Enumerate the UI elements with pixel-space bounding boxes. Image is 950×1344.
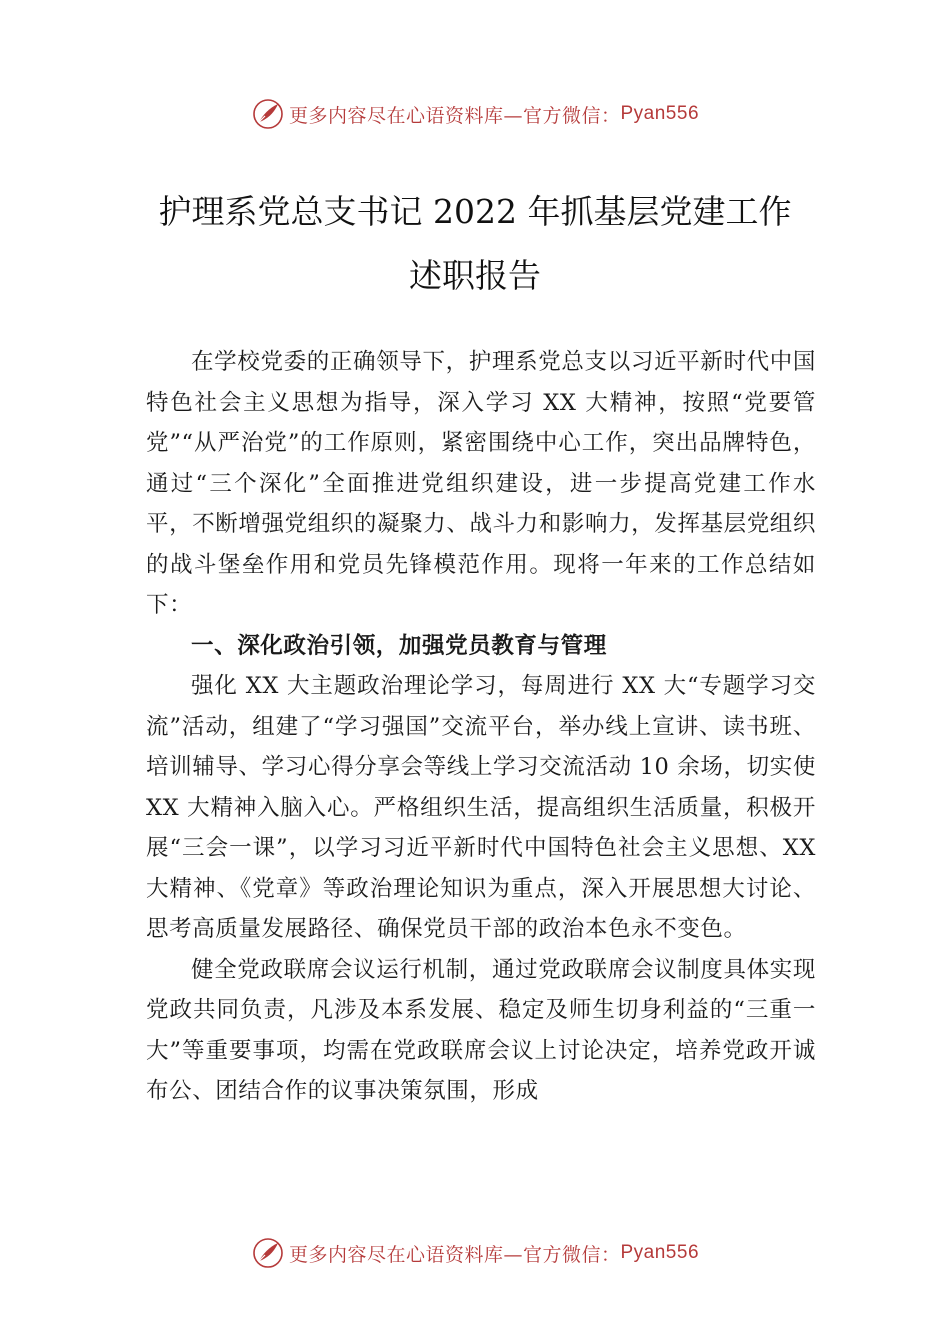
body-paragraph-3: 健全党政联席会议运行机制，通过党政联席会议制度具体实现党政共同负责，凡涉及本系发展、稳定及师生切身利益的“三重一大”等重要事项，均需在党政联席会议上讨论决定，培养党政开诚布公、团结合作的议事决策氛围，形成 bbox=[146, 956, 816, 1104]
section-heading-1: 一、深化政治引领，加强党员教育与管理 bbox=[191, 632, 607, 659]
watermark-wechat-id: Pyan556 bbox=[620, 103, 700, 124]
document-title bbox=[100, 180, 850, 308]
title-line-1: 护理系党总支书记 2022 年抓基层党建工作 bbox=[158, 192, 792, 231]
document-body bbox=[146, 342, 816, 1112]
intro-paragraph: 在学校党委的正确领导下，护理系党总支以习近平新时代中国特色社会主义思想为指导，深入学习 XX 大精神，按照“党要管党”“从严治党”的工作原则，紧密围绕中心工作，突出品牌特色，通过“三个深化”全面推进党组织建设，进一步提高党建工作水平，不断增强党组织的凝聚力、战斗力和影响力，发挥基层党组织的战斗堡垒作用和党员先锋模范作用。现将一年来的工作总结如下： bbox=[146, 349, 816, 618]
footer-watermark bbox=[0, 1233, 950, 1273]
watermark-brand-text: 更多内容尽在心语资料库—官方微信： bbox=[288, 1243, 621, 1266]
quill-logo-icon bbox=[251, 1236, 285, 1270]
watermark-brand-text: 更多内容尽在心语资料库—官方微信： bbox=[288, 104, 621, 127]
quill-logo-icon bbox=[251, 97, 285, 131]
watermark-wechat-id: Pyan556 bbox=[620, 1242, 700, 1263]
body-paragraph-2: 强化 XX 大主题政治理论学习，每周进行 XX 大“专题学习交流”活动，组建了“学习强国”交流平台，举办线上宣讲、读书班、培训辅导、学习心得分享会等线上学习交流活动 10 余场，切实使 XX 大精神入脑入心。严格组织生活，提高组织生活质量，积极开展“三会一课”，以学习习近平新时代中国特色社会主义思想、XX 大精神、《党章》等政治理论知识为重点，深入开展思想大讨论、思考高质量发展路径、确保党员干部的政治本色永不变色。 bbox=[146, 673, 816, 942]
title-line-2: 述职报告 bbox=[409, 256, 541, 295]
header-watermark bbox=[0, 94, 950, 134]
